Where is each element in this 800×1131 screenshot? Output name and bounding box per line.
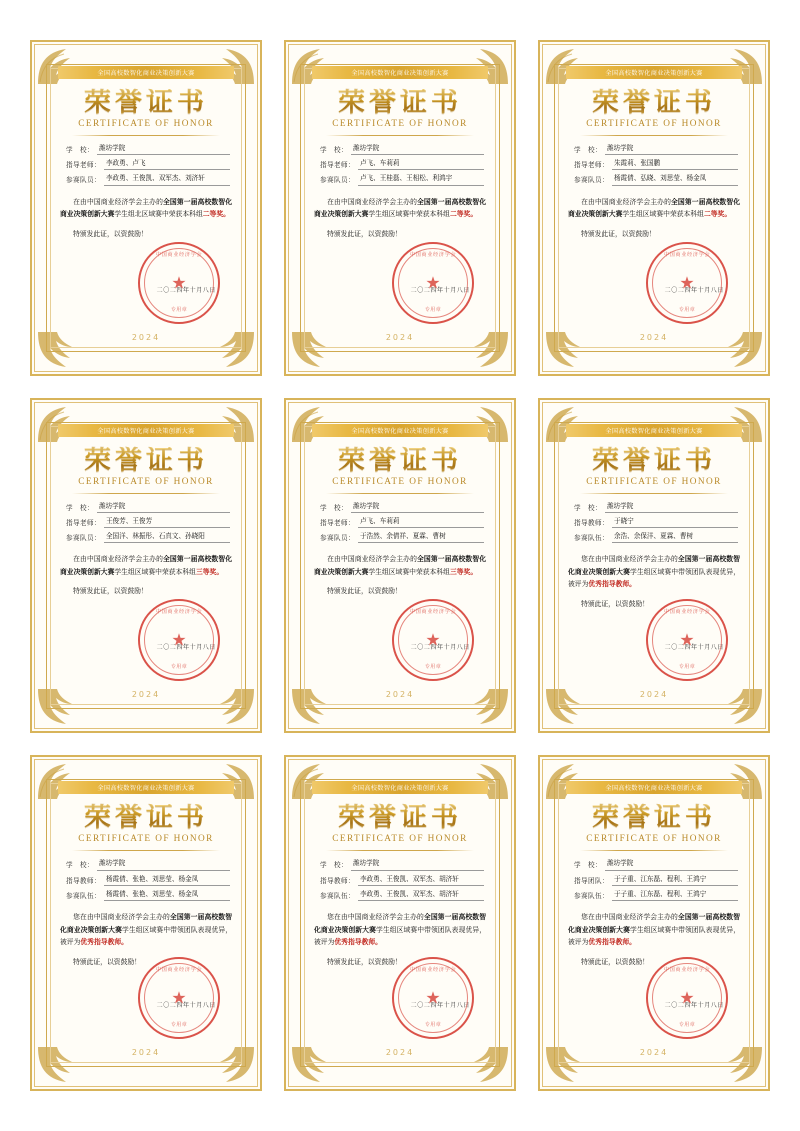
certificate-title-cn: 荣誉证书: [310, 447, 490, 474]
body-bold-2: 校数智化商业决策创新大赛: [568, 556, 741, 576]
closing-value: 特颁发此证，以资鼓励！: [581, 230, 656, 238]
body-tail-2: 队表现优异，被评为: [568, 926, 741, 947]
year-mark: 2024: [385, 1047, 415, 1057]
title-divider: [326, 135, 474, 136]
award-level: 二等奖。: [202, 211, 230, 219]
certificate-fields: [66, 860, 230, 906]
school-value: 潍坊学院: [97, 145, 230, 155]
stamp-top-text: 中国商业经济学会: [155, 966, 203, 973]
teacher-value: 卢飞、车莉莉: [358, 160, 484, 170]
field-teacher: [66, 160, 230, 170]
field-teacher: [66, 518, 230, 528]
closing-text: [314, 230, 486, 241]
teacher-value: 王俊芳、王俊芳: [104, 518, 230, 528]
body-bold-1: 全国第一届高: [169, 914, 212, 922]
official-stamp: [392, 599, 474, 681]
award-paragraph: [314, 912, 486, 950]
body-tail: 学生组区域赛中荣获本科: [622, 211, 698, 219]
field-members: [574, 533, 738, 543]
stamp-bottom-text: 专用章: [170, 1021, 188, 1028]
body-tail: 学生组区域赛中带领团: [375, 926, 445, 934]
award-level: 二等奖。: [449, 211, 478, 219]
award-level: 二等奖。: [703, 211, 732, 219]
closing-value: 特颁发此证，以资鼓励！: [327, 230, 402, 238]
teacher-label: 指导教师：: [320, 877, 355, 885]
title-divider: [72, 850, 220, 851]
issue-date: 二〇二四年十月八日: [664, 286, 724, 294]
stamp-top-text: 中国商业经济学会: [155, 251, 203, 258]
closing-text: [314, 587, 486, 598]
certificate-fields: [320, 860, 484, 906]
body-lead: 您在由中国商业经济学会主办的: [581, 556, 678, 564]
award-level: 优秀指导教师。: [588, 939, 636, 947]
field-school: [574, 145, 738, 155]
competition-banner: [58, 781, 234, 794]
stamp-circle-icon: [392, 242, 474, 324]
stamp-circle-icon: [392, 599, 474, 681]
field-members: [66, 891, 230, 901]
certificate-card-6[interactable]: [538, 398, 770, 734]
school-value: 潍坊学院: [351, 145, 484, 155]
certificate-card-7[interactable]: [30, 755, 262, 1091]
certificate-content: [56, 781, 236, 1061]
closing-value: 特颁此证，以资鼓励！: [581, 958, 649, 966]
members-label: 参赛队员：: [320, 535, 355, 543]
stamp-star-icon: ★: [425, 630, 441, 650]
field-members: [574, 175, 738, 185]
certificate-card-2[interactable]: [284, 40, 516, 376]
stamp-circle-icon: [392, 957, 474, 1039]
stamp-top-text: 中国商业经济学会: [663, 966, 711, 973]
certificate-title-cn: 荣誉证书: [56, 447, 236, 474]
official-stamp: [138, 242, 220, 324]
school-value: 潍坊学院: [351, 503, 484, 513]
stamp-top-text: 中国商业经济学会: [409, 609, 457, 616]
certificate-content: [56, 66, 236, 346]
body-bold-2: 数智化商业决策创新大赛: [314, 556, 487, 576]
school-label: 学 校：: [320, 862, 348, 870]
competition-banner: [566, 424, 742, 437]
certificate-content: [564, 66, 744, 346]
field-members: [320, 175, 484, 185]
school-label: 学 校：: [66, 862, 94, 870]
teacher-value: 卢飞、车莉莉: [358, 518, 484, 528]
stamp-bottom-text: 专用章: [424, 664, 442, 671]
competition-name: 全国高校数智化商业决策创新大赛: [351, 427, 449, 435]
members-label: 参赛队伍：: [574, 535, 609, 543]
year-mark: 2024: [131, 1047, 161, 1057]
stamp-bottom-text: 专用章: [678, 306, 696, 313]
award-paragraph: [568, 554, 740, 592]
certificate-title-en: CERTIFICATE OF HONOR: [78, 119, 214, 129]
field-teacher: [320, 518, 484, 528]
stamp-top-text: 中国商业经济学会: [663, 251, 711, 258]
title-divider: [580, 850, 728, 851]
certificate-title-cn: 荣誉证书: [310, 804, 490, 831]
teacher-label: 指导老师：: [574, 162, 609, 170]
members-label: 参赛队员：: [66, 177, 101, 185]
body-lead: 您在由中国商业经济学会主办的: [581, 914, 678, 922]
teacher-label: 指导教师：: [574, 519, 609, 527]
issue-date: 二〇二四年十月八日: [156, 286, 216, 294]
stamp-star-icon: ★: [679, 988, 695, 1008]
teacher-label: 指导老师：: [66, 519, 101, 527]
title-divider: [72, 135, 220, 136]
competition-banner: [566, 781, 742, 794]
award-paragraph: [314, 554, 486, 579]
stamp-top-text: 中国商业经济学会: [155, 609, 203, 616]
stamp-circle-icon: [138, 957, 220, 1039]
school-label: 学 校：: [574, 147, 602, 154]
members-value: 卢飞、王桂磊、王相松、利鸿宇: [358, 175, 484, 185]
teacher-label: 指导老师：: [320, 519, 355, 527]
body-lead: 在由中国商业经济学会主办的: [581, 198, 671, 206]
certificate-fields: [574, 860, 738, 906]
body-bold-1: 全国第一届高校: [163, 556, 212, 564]
certificate-fields: [574, 145, 738, 191]
stamp-circle-icon: [646, 242, 728, 324]
certificate-fields: [66, 503, 230, 549]
body-tail-2: 队表现优异，被评为: [60, 926, 233, 947]
competition-name: 全国高校数智化商业决策创新大赛: [351, 70, 449, 77]
field-school: [574, 503, 738, 513]
certificate-fields: [320, 145, 484, 191]
body-tail-2: 组: [443, 568, 450, 576]
title-divider: [72, 493, 220, 494]
stamp-bottom-text: 专用章: [170, 306, 188, 313]
competition-name: 全国高校数智化商业决策创新大赛: [97, 427, 195, 435]
school-label: 学 校：: [574, 862, 602, 870]
field-school: [320, 503, 484, 513]
certificate-title-cn: 荣誉证书: [564, 804, 744, 831]
body-tail: 学生组区域赛中荣获本科: [368, 211, 444, 219]
competition-name: 全国高校数智化商业决策创新大赛: [605, 70, 703, 77]
closing-value: 特颁发此证，以资鼓励！: [73, 230, 148, 238]
stamp-bottom-text: 专用章: [678, 1021, 696, 1028]
field-members: [320, 533, 484, 543]
certificate-fields: [66, 145, 230, 191]
members-value: 杨霞倩、弘晓、刘思莹、杨金凤: [612, 175, 738, 185]
stamp-star-icon: ★: [171, 630, 187, 650]
official-stamp: [138, 957, 220, 1039]
closing-text: [568, 230, 740, 241]
competition-name: 全国高校数智化商业决策创新大赛: [605, 427, 703, 435]
field-school: [66, 860, 230, 870]
competition-name: 全国高校数智化商业决策创新大赛: [97, 70, 195, 77]
certificate-title-en: CERTIFICATE OF HONOR: [78, 834, 214, 845]
certificate-title-en: CERTIFICATE OF HONOR: [586, 476, 722, 487]
closing-text: [60, 230, 232, 241]
body-bold-1: 全国第一届高: [677, 914, 720, 922]
body-bold-1: 全国第一届高校: [417, 198, 466, 206]
competition-banner: [312, 424, 488, 437]
certificate-card-8[interactable]: [284, 755, 516, 1091]
certificate-content: [310, 66, 490, 346]
teacher-label: 指导团队：: [574, 877, 609, 885]
certificate-fields: [574, 503, 738, 549]
award-level: 优秀指导教师。: [588, 581, 636, 589]
teacher-label: 指导教师：: [66, 877, 101, 885]
body-tail: 学生组区域赛中带领团: [121, 926, 191, 934]
body-tail: 学生组区域赛中荣获本科: [368, 568, 444, 576]
certificate-title-cn: 荣誉证书: [310, 89, 490, 116]
body-lead: 在由中国商业经济学会主办的: [327, 198, 417, 206]
teacher-label: 指导老师：: [320, 162, 355, 170]
body-lead: 您在由中国商业经济学会主办的: [327, 914, 424, 922]
field-members: [66, 533, 230, 543]
stamp-circle-icon: [138, 242, 220, 324]
teacher-value: 杨霞倩、张艳、刘思莹、杨金凤: [104, 876, 230, 886]
field-school: [320, 145, 484, 155]
award-level: 三等奖。: [449, 568, 478, 576]
field-teacher: [66, 876, 230, 886]
body-tail: 学生组区域赛中带领团: [629, 568, 699, 576]
certificate-card-9[interactable]: [538, 755, 770, 1091]
stamp-star-icon: ★: [425, 988, 441, 1008]
certificate-title-en: CERTIFICATE OF HONOR: [332, 834, 468, 845]
teacher-value: 李政勇、卢飞: [104, 160, 230, 170]
members-label: 参赛队员：: [66, 535, 101, 543]
stamp-star-icon: ★: [171, 273, 187, 293]
certificate-title-en: CERTIFICATE OF HONOR: [332, 119, 468, 129]
year-mark: 2024: [639, 690, 669, 700]
closing-value: 特颁此证，以资鼓励！: [73, 958, 141, 966]
certificate-card-3[interactable]: [538, 40, 770, 376]
competition-name: 全国高校数智化商业决策创新大赛: [351, 785, 449, 793]
competition-banner: [312, 66, 488, 79]
closing-value: 特颁此证，以资鼓励！: [581, 601, 649, 609]
field-teacher: [574, 518, 738, 528]
award-paragraph: [568, 912, 740, 950]
body-tail-2: 组: [195, 211, 203, 219]
award-paragraph: [60, 912, 232, 950]
body-bold-1: 全国第一届高校: [163, 198, 212, 206]
body-tail-2: 组: [443, 211, 450, 219]
members-value: 李政勇、王俊凯、双军杰、胡济轩: [358, 891, 484, 901]
certificate-card-5[interactable]: [284, 398, 516, 734]
body-lead: 您在由中国商业经济学会主办的: [73, 914, 170, 922]
teacher-value: 李政勇、王俊凯、双军杰、胡济轩: [358, 876, 484, 886]
award-paragraph: [314, 197, 486, 222]
body-lead: 在由中国商业经济学会主办的: [73, 556, 163, 564]
title-divider: [326, 850, 474, 851]
body-bold-1: 全国第一届高: [423, 914, 466, 922]
body-bold-2: 数智化商业决策创新大赛: [60, 556, 233, 576]
body-bold-1: 全国第一届高: [677, 556, 720, 564]
body-tail-2: 队表现优异，被评为: [314, 926, 487, 947]
issue-date: 二〇二四年十月八日: [156, 644, 216, 652]
body-bold-2: 校数智化商业决策创新大赛: [568, 914, 741, 934]
body-bold-2: 数智化商业决策创新大赛: [568, 198, 741, 219]
competition-name: 全国高校数智化商业决策创新大赛: [605, 785, 703, 793]
official-stamp: [646, 599, 728, 681]
official-stamp: [646, 957, 728, 1039]
stamp-circle-icon: [646, 599, 728, 681]
certificate-title-en: CERTIFICATE OF HONOR: [586, 834, 722, 845]
certificate-content: [310, 781, 490, 1061]
certificate-fields: [320, 503, 484, 549]
school-label: 学 校：: [66, 147, 94, 154]
certificate-content: [310, 424, 490, 704]
award-level: 优秀指导教师。: [334, 939, 382, 947]
issue-date: 二〇二四年十月八日: [664, 1001, 724, 1009]
stamp-bottom-text: 专用章: [424, 306, 442, 313]
body-lead: 在由中国商业经济学会主办的: [327, 556, 417, 564]
body-bold-2: 校数智化商业决策创新大赛: [60, 914, 233, 934]
closing-value: 特颁发此证，以资鼓励！: [327, 588, 402, 596]
stamp-top-text: 中国商业经济学会: [409, 251, 457, 258]
stamp-bottom-text: 专用章: [424, 1021, 442, 1028]
year-mark: 2024: [639, 1047, 669, 1057]
members-value: 余浩、余保洋、夏霖、曹树: [612, 533, 738, 543]
certificate-title-en: CERTIFICATE OF HONOR: [586, 119, 722, 129]
members-value: 于浩然、余倩祥、夏霖、曹树: [358, 533, 484, 543]
certificate-content: [56, 424, 236, 704]
certificate-grid: [30, 40, 770, 1091]
school-label: 学 校：: [66, 504, 94, 512]
field-members: [574, 891, 738, 901]
field-teacher: [574, 876, 738, 886]
body-tail: 学生组北区域赛中荣获本科: [114, 211, 196, 219]
members-label: 参赛队伍：: [66, 892, 101, 900]
competition-banner: [566, 66, 742, 79]
body-bold-2: 数智化商业决策创新大赛: [314, 198, 487, 219]
certificate-content: [564, 424, 744, 704]
stamp-top-text: 中国商业经济学会: [409, 966, 457, 973]
school-label: 学 校：: [574, 504, 602, 512]
field-school: [574, 860, 738, 870]
stamp-bottom-text: 专用章: [170, 664, 188, 671]
closing-text: [60, 587, 232, 598]
certificate-content: [564, 781, 744, 1061]
year-mark: 2024: [639, 332, 669, 342]
award-level: 优秀指导教师。: [80, 939, 128, 947]
field-school: [66, 145, 230, 155]
award-level: 三等奖。: [195, 568, 224, 576]
issue-date: 二〇二四年十月八日: [664, 644, 724, 652]
official-stamp: [392, 957, 474, 1039]
stamp-circle-icon: [646, 957, 728, 1039]
teacher-value: 于子重、江东磊、程利、王鸿宁: [612, 876, 738, 886]
official-stamp: [392, 242, 474, 324]
year-mark: 2024: [385, 332, 415, 342]
certificate-title-cn: 荣誉证书: [564, 447, 744, 474]
stamp-star-icon: ★: [679, 273, 695, 293]
year-mark: 2024: [385, 690, 415, 700]
stamp-star-icon: ★: [679, 630, 695, 650]
issue-date: 二〇二四年十月八日: [156, 1001, 216, 1009]
official-stamp: [138, 599, 220, 681]
field-teacher: [574, 160, 738, 170]
award-paragraph: [60, 197, 232, 222]
title-divider: [326, 493, 474, 494]
year-mark: 2024: [131, 332, 161, 342]
members-value: 杨霞倩、张艳、刘思莹、杨金凤: [104, 891, 230, 901]
body-bold-2: 数智化商业决策创新大赛: [60, 198, 233, 219]
body-tail: 学生组区域赛中荣获本科: [114, 568, 190, 576]
certificate-card-1[interactable]: [30, 40, 262, 376]
body-bold-1: 全国第一届高校: [671, 198, 720, 206]
members-label: 参赛队伍：: [574, 892, 609, 900]
field-teacher: [320, 876, 484, 886]
certificate-title-cn: 荣誉证书: [56, 804, 236, 831]
field-school: [66, 503, 230, 513]
school-label: 学 校：: [320, 147, 348, 154]
issue-date: 二〇二四年十月八日: [410, 644, 470, 652]
members-value: 于子重、江东磊、程利、王鸿宁: [612, 891, 738, 901]
year-mark: 2024: [131, 690, 161, 700]
body-tail-2: 队表现优异，被评为: [568, 568, 741, 589]
school-value: 潍坊学院: [351, 860, 484, 870]
competition-banner: [58, 66, 234, 79]
field-school: [320, 860, 484, 870]
competition-banner: [312, 781, 488, 794]
award-paragraph: [568, 197, 740, 222]
body-tail-2: 组: [697, 211, 704, 219]
field-members: [66, 175, 230, 185]
body-tail-2: 组: [189, 568, 196, 576]
school-value: 潍坊学院: [605, 860, 738, 870]
closing-value: 特颁发此证，以资鼓励！: [327, 958, 402, 966]
competition-banner: [58, 424, 234, 437]
school-value: 潍坊学院: [97, 860, 230, 870]
stamp-star-icon: ★: [425, 273, 441, 293]
body-lead: 在由中国商业经济学会主办的: [73, 198, 163, 206]
certificate-card-4[interactable]: [30, 398, 262, 734]
certificate-title-en: CERTIFICATE OF HONOR: [332, 476, 468, 487]
stamp-bottom-text: 专用章: [678, 664, 696, 671]
issue-date: 二〇二四年十月八日: [410, 1001, 470, 1009]
teacher-label: 指导老师：: [66, 162, 101, 170]
members-label: 参赛队伍：: [320, 892, 355, 900]
body-bold-1: 全国第一届高校: [417, 556, 466, 564]
certificate-title-cn: 荣誉证书: [564, 89, 744, 116]
members-value: 李政勇、王俊凯、双军杰、刘济轩: [104, 175, 230, 185]
field-teacher: [320, 160, 484, 170]
school-value: 潍坊学院: [97, 503, 230, 513]
members-value: 全国洋、林振彤、石真文、孙晓阳: [104, 533, 230, 543]
issue-date: 二〇二四年十月八日: [410, 286, 470, 294]
school-label: 学 校：: [320, 504, 348, 512]
field-members: [320, 891, 484, 901]
competition-name: 全国高校数智化商业决策创新大赛: [97, 785, 195, 793]
members-label: 参赛队员：: [574, 177, 609, 185]
teacher-value: 于晓宁: [612, 518, 738, 528]
school-value: 潍坊学院: [605, 145, 738, 155]
teacher-value: 朱霞莉、张国鹏: [612, 160, 738, 170]
stamp-star-icon: ★: [171, 988, 187, 1008]
certificate-title-cn: 荣誉证书: [56, 89, 236, 116]
title-divider: [580, 135, 728, 136]
closing-value: 特颁发此证，以资鼓励！: [73, 588, 148, 596]
body-bold-2: 校数智化商业决策创新大赛: [314, 914, 487, 934]
stamp-circle-icon: [138, 599, 220, 681]
stamp-top-text: 中国商业经济学会: [663, 609, 711, 616]
award-paragraph: [60, 554, 232, 579]
body-tail: 学生组区域赛中带领团: [629, 926, 699, 934]
school-value: 潍坊学院: [605, 503, 738, 513]
title-divider: [580, 493, 728, 494]
certificate-title-en: CERTIFICATE OF HONOR: [78, 476, 214, 487]
members-label: 参赛队员：: [320, 177, 355, 185]
official-stamp: [646, 242, 728, 324]
